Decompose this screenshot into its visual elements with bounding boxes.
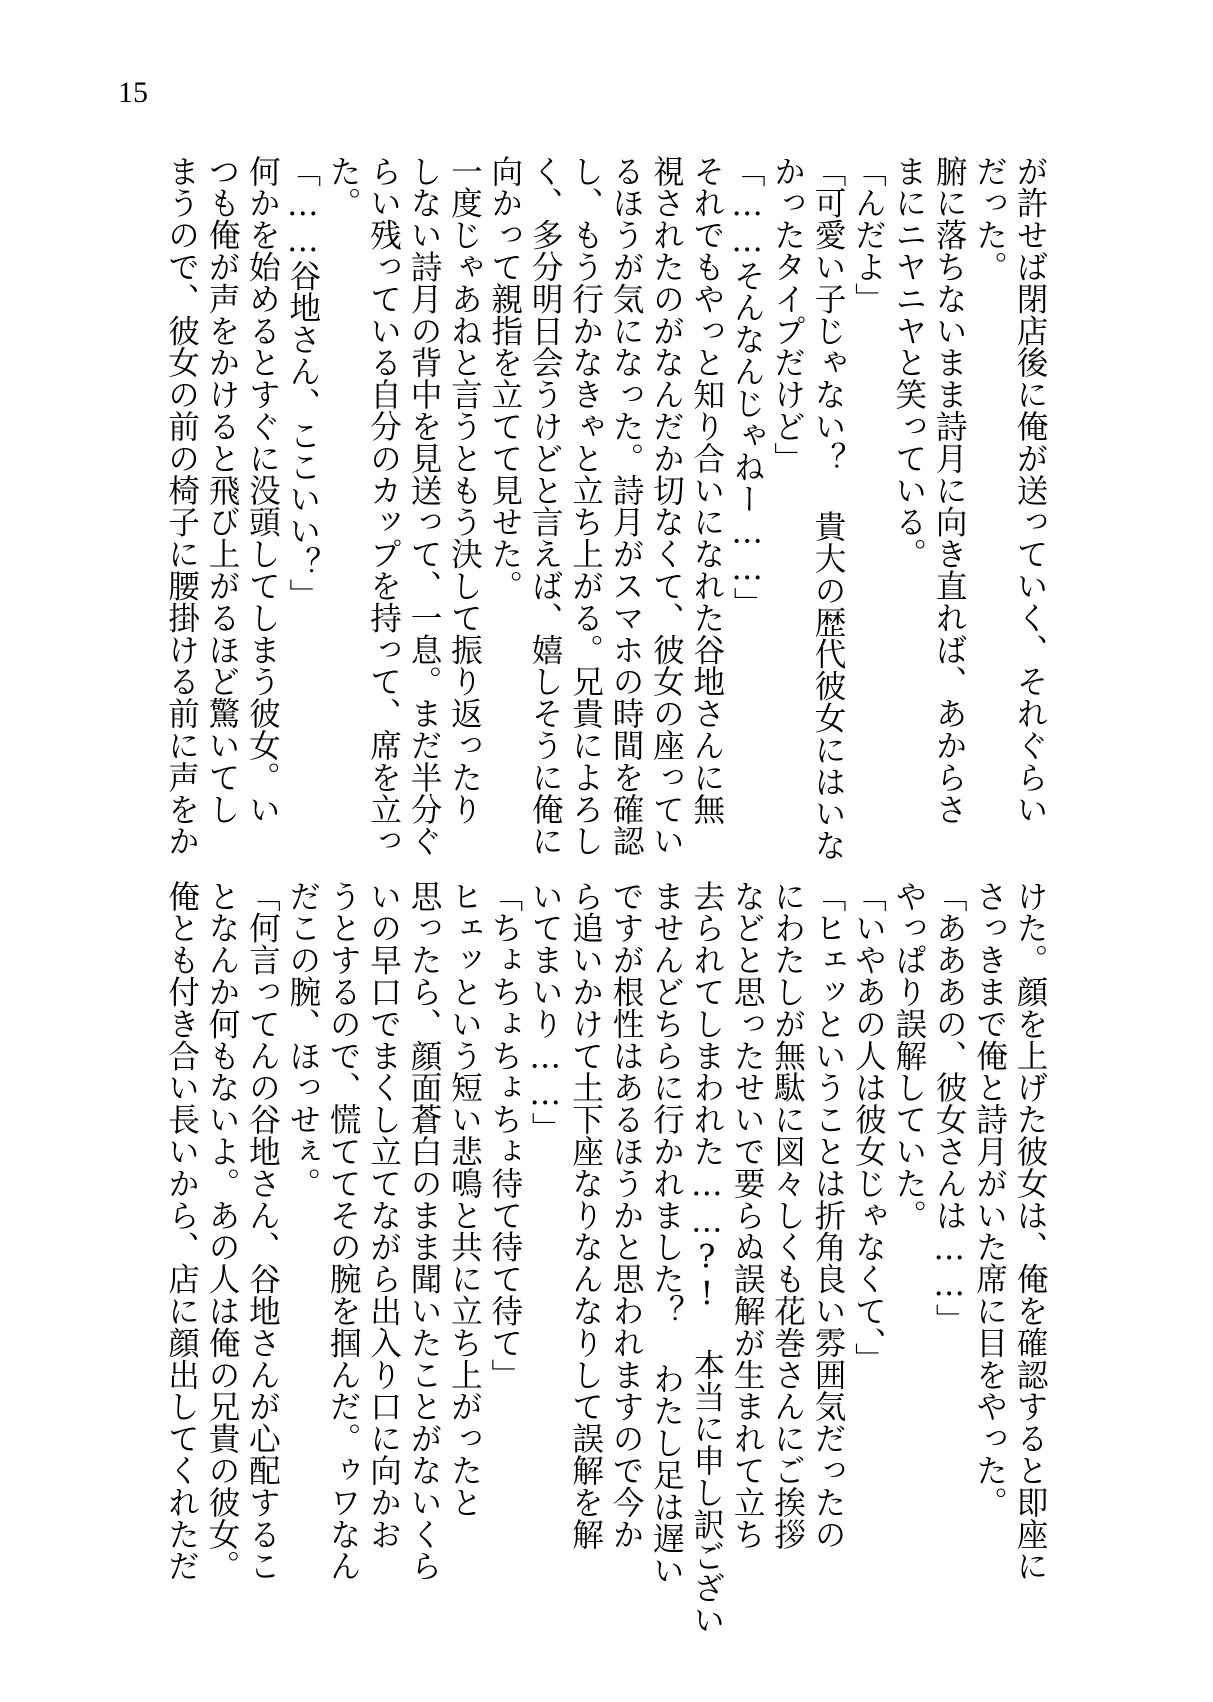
top-column-line-10: 視されたのがなんだか切なくて、彼女の座ってい bbox=[648, 155, 685, 857]
top-column-line-15: 一度じゃあねと言うともう決して振り返ったり bbox=[446, 155, 483, 825]
top-column-line-13: く、多分明日会うけどと言えば、嬉しそうに俺に bbox=[527, 155, 564, 857]
page-number: 15 bbox=[118, 76, 148, 109]
top-column-line-14: 向かって親指を立てて見せた。 bbox=[486, 155, 523, 602]
bottom-column-line-1: けた。顔を上げた彼女は、俺を確認すると即座に bbox=[1012, 880, 1048, 1582]
top-column-line-9: それでもやっと知り合いになれた谷地さんに無 bbox=[688, 155, 725, 825]
bottom-column-line-9: 去られてしまわれた……?! 本当に申し訳ござい bbox=[688, 880, 725, 1636]
bottom-column-line-5: 「いやあの人は彼女じゃなくて、」 bbox=[850, 880, 887, 1375]
bottom-column-line-21: となんか何もないよ。あの人は俺の兄貴の彼女。 bbox=[204, 880, 240, 1582]
text-block-top bbox=[145, 155, 1048, 862]
top-column-line-2: だった。 bbox=[971, 155, 1008, 283]
bottom-column-line-14: 「ちょちょちょちょ待て待て待て」 bbox=[486, 880, 523, 1391]
bottom-column-line-12: ら追いかけて土下座なりなんなりして誤解を解 bbox=[567, 880, 604, 1550]
bottom-column-line-11: ですが根性はあるほうかと思われますので今か bbox=[608, 880, 644, 1550]
top-column-line-20: 何かを始めるとすぐに没頭してしまう彼女。い bbox=[244, 155, 281, 825]
bottom-column-line-15: ヒェッという短い悲鳴と共に立ち上がったと bbox=[446, 880, 483, 1518]
bottom-column-line-19: だこの腕、ほっせぇ。 bbox=[284, 880, 321, 1199]
top-column-line-21: つも俺が声をかけると飛び上がるほど驚いてし bbox=[204, 155, 240, 825]
top-column-line-12: し、もう行かなきゃと立ち上がる。兄貴によろし bbox=[567, 155, 604, 857]
bottom-column-line-4: やっぱり誤解していた。 bbox=[890, 880, 927, 1231]
top-column-line-17: らい残っている自分のカップを持って、席を立っ bbox=[365, 155, 402, 857]
top-column-line-8: 「……そんなんじゃねー……」 bbox=[729, 155, 766, 620]
bottom-column-line-20: 「何言ってんの谷地さん、谷地さんが心配するこ bbox=[244, 880, 281, 1582]
bottom-column-line-10: ませんどちらに行かれました？ わたし足は遅い bbox=[648, 880, 685, 1587]
top-column-line-7: かったタイプだけど」 bbox=[769, 155, 806, 474]
top-column-line-16: しない詩月の背中を見送って、一息。まだ半分ぐ bbox=[406, 155, 442, 857]
bottom-column-line-22: 俺とも付き合い長いから、店に顔出してくれただ bbox=[163, 880, 200, 1582]
top-column-line-22: まうので、彼女の前の椅子に腰掛ける前に声をか bbox=[163, 155, 200, 857]
bottom-column-line-3: 「あああの、彼女さんは……」 bbox=[931, 880, 968, 1336]
top-column-line-3: 腑に落ちないまま詩月に向き直れば、あからさ bbox=[931, 155, 968, 825]
bottom-column-line-6: 「ヒェッということは折角良い雰囲気だったの bbox=[810, 880, 846, 1550]
top-column-line-19: 「……谷地さん、ここいい？」 bbox=[284, 155, 321, 611]
bottom-column-line-7: にわたしが無駄に図々しくも花巻さんにご挨拶 bbox=[769, 880, 806, 1550]
text-block-bottom bbox=[145, 880, 1048, 1636]
top-column-line-4: まにニヤニヤと笑っている。 bbox=[890, 155, 927, 570]
bottom-column-line-17: いの早口でまくし立てながら出入り口に向かお bbox=[365, 880, 402, 1550]
bottom-column-line-16: 思ったら、顔面蒼白のまま聞いたことがないくら bbox=[406, 880, 442, 1582]
top-column-line-18: た。 bbox=[325, 155, 362, 219]
top-column-line-1: が許せば閉店後に俺が送っていく、それぐらい bbox=[1012, 155, 1048, 825]
top-column-line-6: 「可愛い子じゃない？ 貴大の歴代彼女にはいな bbox=[810, 155, 846, 862]
bottom-column-line-8: などと思ったせいで要らぬ誤解が生まれて立ち bbox=[729, 880, 766, 1550]
bottom-column-line-2: さっきまで俺と詩月がいた席に目をやった。 bbox=[971, 880, 1008, 1518]
bottom-column-line-18: うとするので、慌ててその腕を掴んだ。ゥワなん bbox=[325, 880, 362, 1582]
top-column-line-5: 「んだよ」 bbox=[850, 155, 887, 315]
top-column-line-11: るほうが気になった。詩月がスマホの時間を確認 bbox=[608, 155, 644, 857]
bottom-column-line-13: いてまいり……」 bbox=[527, 880, 564, 1144]
